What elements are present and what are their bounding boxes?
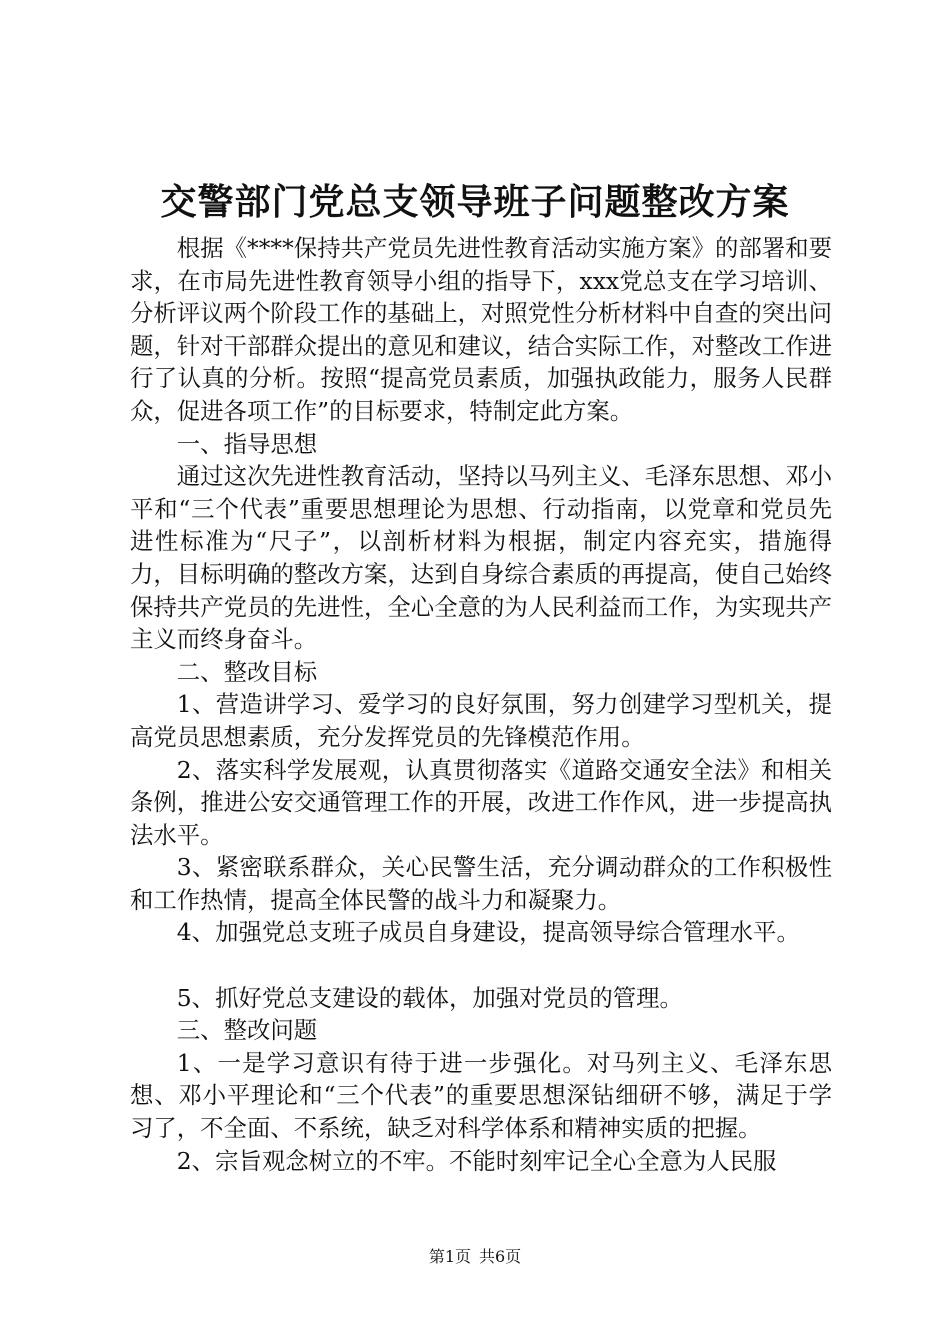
heading-guiding-ideology: 一、指导思想 — [176, 429, 318, 458]
page-footer — [0, 1246, 950, 1268]
heading-rectification-goals: 二、整改目标 — [176, 657, 318, 686]
blank-line — [130, 949, 832, 982]
document-body — [130, 232, 832, 1177]
goal-item-5: 5、抓好党总支建设的载体，加强对党员的管理。 — [176, 983, 683, 1012]
goal-item-1: 1、营造讲学习、爱学习的良好氛围，努力创建学习型机关，提高党员思想素质，充分发挥党员的先锋模范作用。 — [130, 690, 832, 751]
paragraph-guiding-ideology: 通过这次先进性教育活动，坚持以马列主义、毛泽东思想、邓小平和“三个代表”重要思想理论为思想、行动指南，以党章和党员先进性标准为“尺子”，以剖析材料为根据，制定内容充实，措施得力，目标明确的整改方案，达到自身综合素质的再提高，使自己始终保持共产党员的先进性，全心全意的为人民利益而工作，为实现共产主义而终身奋斗。 — [130, 462, 832, 654]
page-number: 第1页 — [428, 1247, 471, 1266]
goal-item-2: 2、落实科学发展观，认真贯彻落实《道路交通安全法》和相关条例，推进公安交通管理工作的开展，改进工作作风，进一步提高执法水平。 — [130, 755, 832, 849]
document-title: 交警部门党总支领导班子问题整改方案 — [160, 181, 790, 223]
issue-item-2: 2、宗旨观念树立的不牢。不能时刻牢记全心全意为人民服 — [176, 1146, 777, 1175]
issue-item-1: 1、一是学习意识有待于进一步强化。对马列主义、毛泽东思想、邓小平理论和“三个代表”的重要思想深钻细研不够，满足于学习了，不全面、不系统，缺乏对科学体系和精神实质的把握。 — [130, 1048, 832, 1143]
paragraph-intro: 根据《****保持共产党员先进性教育活动实施方案》的部署和要求，在市局先进性教育领导小组的指导下，xxx党总支在学习培训、分析评议两个阶段工作的基础上，对照党性分析材料中自查的突出问题，针对干部群众提出的意见和建议，结合实际工作，对整改工作进行了认真的分析。按照“提高党员素质，加强执政能力，服务人民群众，促进各项工作”的目标要求，特制定此方案。 — [130, 234, 832, 425]
goal-item-4: 4、加强党总支班子成员自身建设，提高领导综合管理水平。 — [176, 918, 800, 947]
goal-item-3: 3、紧密联系群众，关心民警生活，充分调动群众的工作积极性和工作热情，提高全体民警的战斗力和凝聚力。 — [130, 853, 832, 914]
heading-rectification-issues: 三、整改问题 — [176, 1016, 318, 1045]
page-total: 共6页 — [479, 1247, 522, 1266]
